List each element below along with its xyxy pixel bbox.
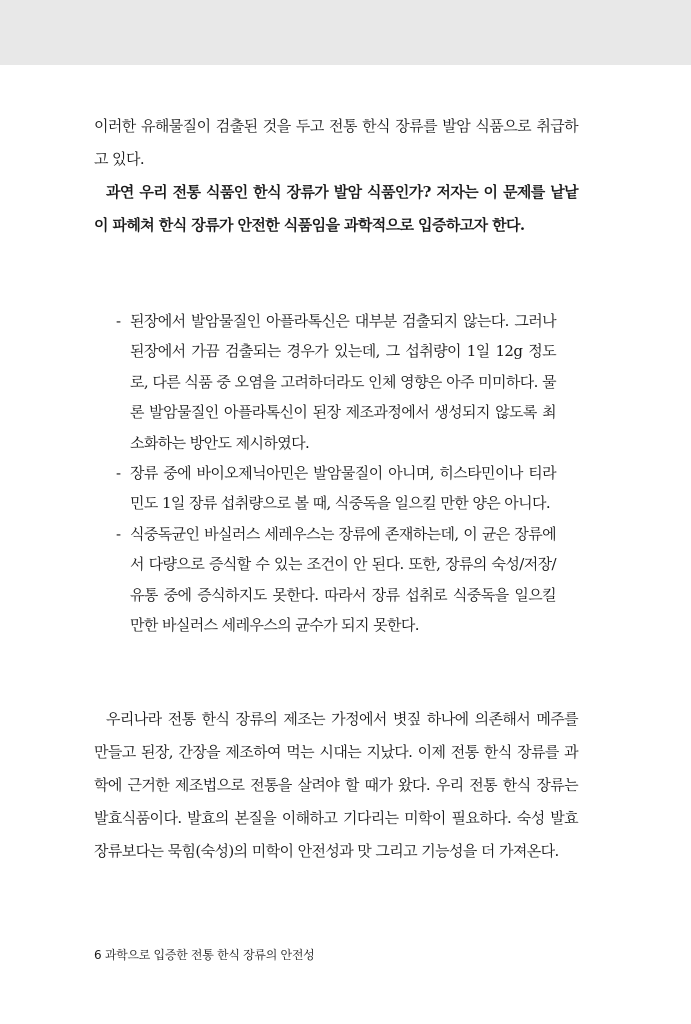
list-item-text: 장류 중에 바이오제닉아민은 발암물질이 아니며, 히스타민이나 티라민도 1일 장류 섭취량으로 볼 때, 식중독을 일으킬 만한 양은 아니다. bbox=[130, 464, 556, 513]
list-dash: - bbox=[116, 312, 121, 330]
page-footer bbox=[94, 946, 314, 963]
list-dash: - bbox=[116, 524, 121, 543]
list-item bbox=[116, 519, 556, 641]
page-number: 6 bbox=[94, 948, 102, 962]
conclusion-paragraph: 우리나라 전통 한식 장류의 제조는 가정에서 볏짚 하나에 의존해서 메주를 만들고 된장, 간장을 제조하여 먹는 시대는 지났다. 이제 전통 한식 장류를 과학에 근거한 제조법으로 전통을 살려야 할 때가 왔다. 우리 전통 한식 장류는 발효식품이다. 발효의 본질을 이해하고 기다리는 미학이 필요하다. 숙성 발효 장류보다는 묵힘(숙성)의 미학이 안전성과 맛 그리고 기능성을 더 가져온다. bbox=[94, 710, 578, 860]
running-title: 과학으로 입증한 전통 한식 장류의 안전성 bbox=[104, 948, 315, 962]
list-item bbox=[116, 458, 556, 519]
thesis-paragraph: 과연 우리 전통 식품인 한식 장류가 발암 식품인가? 저자는 이 문제를 낱낱이 파헤쳐 한식 장류가 안전한 식품임을 과학적으로 입증하고자 한다. bbox=[94, 183, 578, 234]
list-item-text: 된장에서 발암물질인 아플라톡신은 대부분 검출되지 않는다. 그러나 된장에서 가끔 검출되는 경우가 있는데, 그 섭취량이 1일 12g 정도로, 다른 식품 중 오염을 고려하더라도 인체 영향은 아주 미미하다. 물론 발암물질인 아플라톡신이 된장 제조과정에서 생성되지 않도록 최소화하는 방안도 제시하였다. bbox=[130, 312, 556, 452]
findings-list bbox=[116, 306, 556, 640]
intro-paragraph: 이러한 유해물질이 검출된 것을 두고 전통 한식 장류를 발암 식품으로 취급하고 있다. bbox=[94, 117, 578, 168]
list-dash: - bbox=[116, 464, 121, 483]
list-item bbox=[116, 306, 556, 458]
list-item-text: 식중독균인 바실러스 세레우스는 장류에 존재하는데, 이 균은 장류에서 다량으로 증식할 수 있는 조건이 안 된다. 또한, 장류의 숙성/저장/유통 중에 증식하지도 못한다. 따라서 장류 섭취로 식중독을 일으킬만한 바실러스 세레우스의 균수가 되지 못한다. bbox=[130, 524, 556, 635]
top-header-band bbox=[0, 0, 691, 65]
